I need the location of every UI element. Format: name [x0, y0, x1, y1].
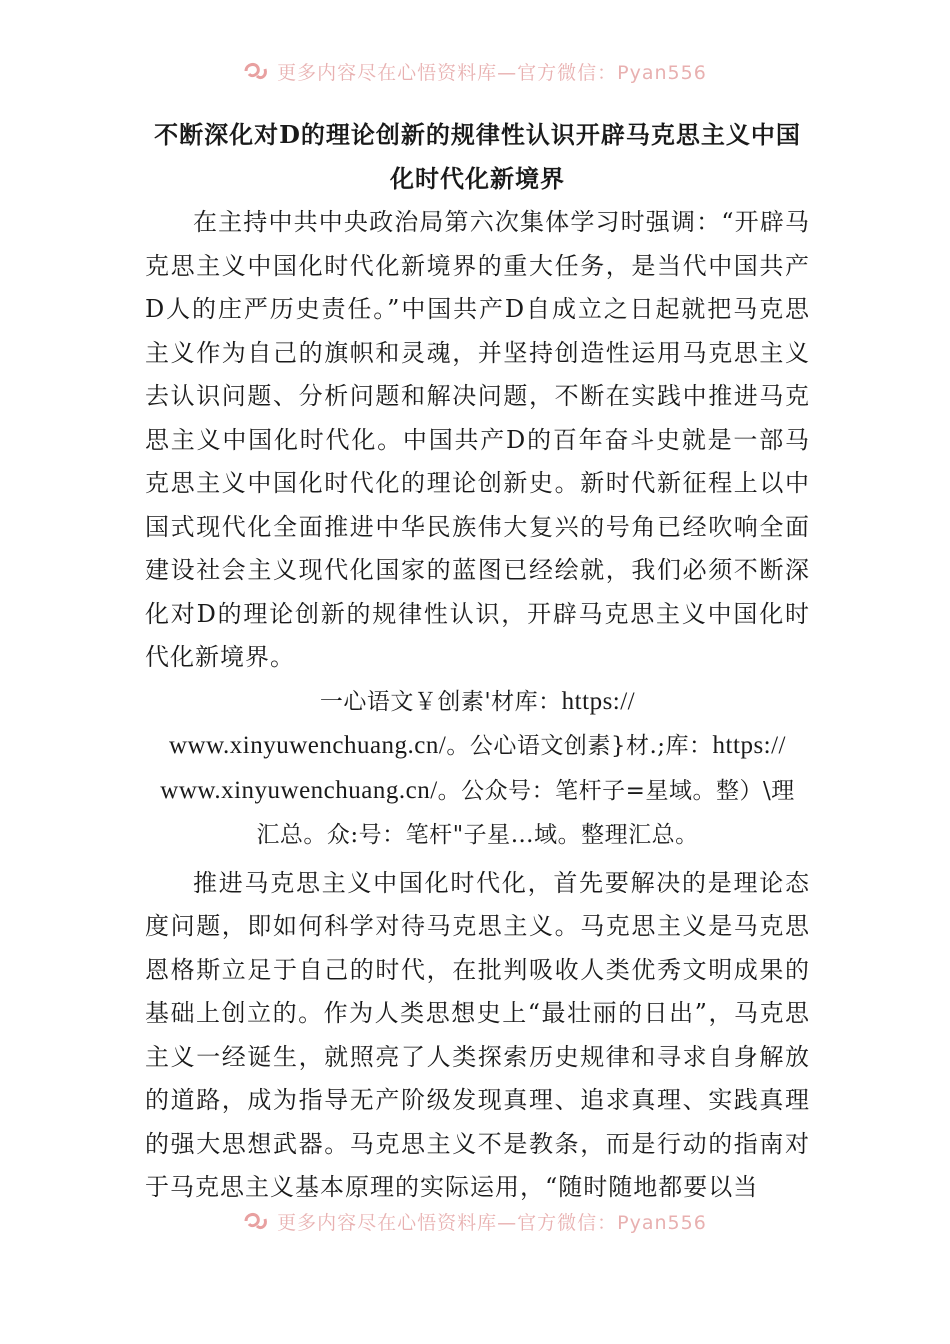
- source-link-3: https://: [712, 732, 787, 759]
- source-link-4: www.xinyuwenchuang.cn/: [160, 776, 438, 804]
- source-line-2: [145, 724, 810, 769]
- source-link-2: www.xinyuwenchuang.cn/: [168, 732, 447, 759]
- logo-icon: [243, 1210, 269, 1232]
- document-body: [145, 113, 810, 1210]
- source-line-3: [145, 769, 810, 814]
- paragraph-1: 在主持中共中央政治局第六次集体学习时强调：“开辟马克思主义中国化时代化新境界的重大任务，是当代中国共产D人的庄严历史责任。”中国共产D自成立之日起就把马克思主义作为自己的旗帜和灵魂，并坚持创造性运用马克思主义去认识问题、分析问题和解决问题，不断在实践中推进马克思主义中国化时代化。中国共产D的百年奋斗史就是一部马克思主义中国化时代化的理论创新史。新时代新征程上以中国式现代化全面推进中华民族伟大复兴的号角已经吹响全面建设社会主义现代化国家的蓝图已经绘就，我们必须不断深化对D的理论创新的规律性认识，开辟马克思主义中国化时代化新境界。: [145, 208, 810, 671]
- source-line-1-text: 一心语文￥创素'材库：: [319, 688, 562, 715]
- logo-icon: [243, 60, 269, 82]
- source-line-2-text: 。公心语文创素}材.;库：: [446, 733, 713, 759]
- footer-watermark: [0, 1206, 950, 1236]
- source-link-1: https://: [561, 687, 636, 715]
- source-line-4: 汇总。众:号：笔杆"子星…域。整理汇总。: [256, 822, 699, 848]
- header-watermark: [0, 56, 950, 86]
- source-line-1: [145, 680, 810, 725]
- source-note: [145, 680, 810, 858]
- watermark-text: 更多内容尽在心悟资料库—官方微信：Pyan556: [277, 61, 707, 84]
- source-line-3-text: 。公众号：笔杆子=星域。整）\理: [437, 777, 795, 804]
- document-title: 不断深化对D的理论创新的规律性认识开辟马克思主义中国化时代化新境界: [154, 120, 801, 193]
- paragraph-2: 推进马克思主义中国化时代化，首先要解决的是理论态度问题，即如何科学对待马克思主义。马克思主义是马克思恩格斯立足于自己的时代，在批判吸收人类优秀文明成果的基础上创立的。作为人类思想史上“最壮丽的日出”，马克思主义一经诞生，就照亮了人类探索历史规律和寻求自身解放的道路，成为指导无产阶级发现真理、追求真理、实践真理的强大思想武器。马克思主义不是教条，而是行动的指南对于马克思主义基本原理的实际运用，“随时随地都要以当: [145, 868, 810, 1201]
- watermark-text: 更多内容尽在心悟资料库—官方微信：Pyan556: [277, 1211, 707, 1234]
